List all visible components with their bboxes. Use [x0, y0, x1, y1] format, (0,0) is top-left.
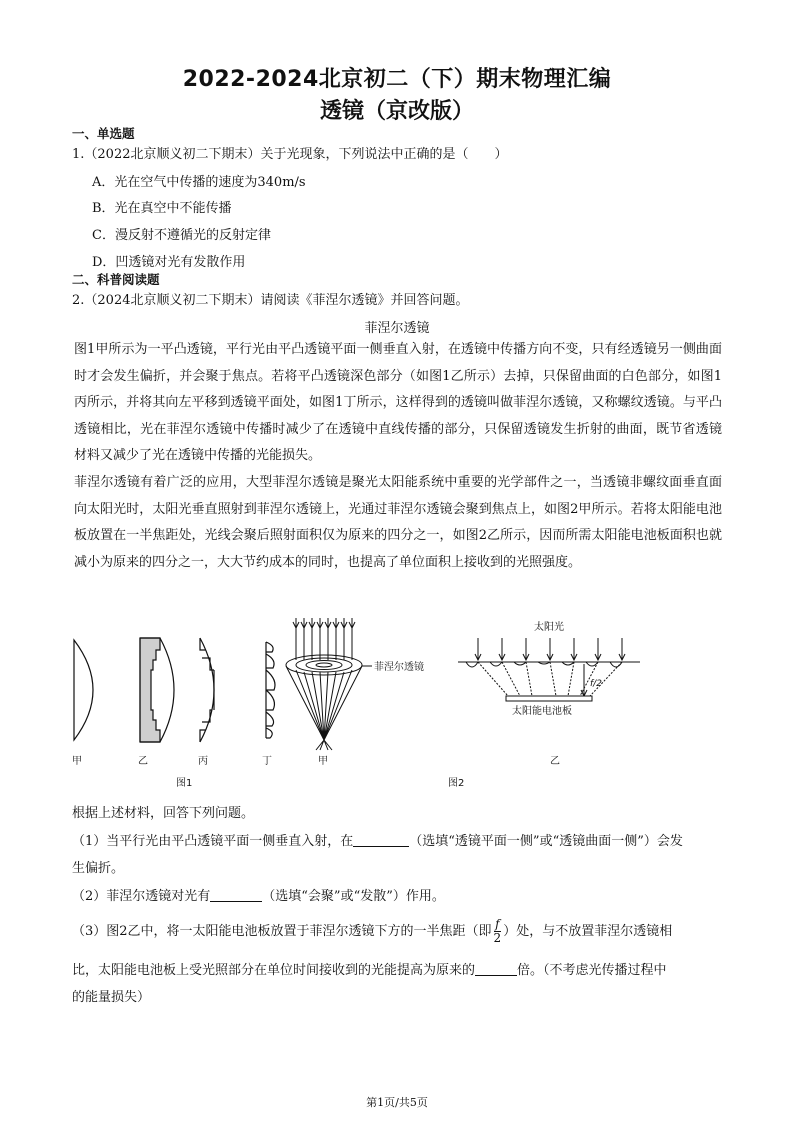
- sunlight-label: 太阳光: [534, 622, 564, 633]
- plano-convex-lens: [74, 640, 93, 740]
- article-paragraph-1: 图1甲所示为一平凸透镜，平行光由平凸透镜平面一侧垂直入射，在透镜中传播方向不变，只有经透镜另一侧曲面时才会发生偏折，并会聚于焦点。若将平凸透镜深色部分（如图1乙所示）去掉，只保留曲面的白色部分，如图1丙所示，并将其向左平移到透镜平面处，如图1丁所示，这样得到的透镜叫做菲涅尔透镜，又称螺纹透镜。与平凸透镜相比，光在菲涅尔透镜中传播时减少了在透镜中直线传播的部分，只保留透镜发生折射的曲面，既节省透镜材料又减少了光在透镜中传播的光能损失。: [74, 342, 722, 463]
- question-1-option-b: B．光在真空中不能传播: [92, 201, 232, 216]
- article-title: 菲涅尔透镜: [364, 321, 430, 336]
- article-paragraph-2: 菲涅尔透镜有着广泛的应用，大型菲涅尔透镜是聚光太阳能系统中重要的光学部件之一，当透镜非螺纹面垂直面向太阳光时，太阳光垂直照射到菲涅尔透镜上，光通过菲涅尔透镜会聚到焦点上，如图2甲所示。若将太阳能电池板放置在一半焦距处，光线会聚后照射面积仅为原来的四分之一，如图2乙所示，因而所需太阳能电池板面积也就减小为原来的四分之一，大大节约成本的同时，也提高了单位面积上接收到的光照强度。: [74, 475, 722, 570]
- fraction-numerator: f: [495, 917, 500, 931]
- sub-question-3-line: [72, 918, 672, 945]
- sub-question-2-text-a: （2）菲涅尔透镜对光有: [72, 889, 211, 904]
- f-half-label: f/2: [590, 679, 602, 689]
- curved-shells: [200, 638, 214, 742]
- sub-question-3-text-c: 比，太阳能电池板上受光照部分在单位时间接收到的光能提高为原来的: [72, 963, 476, 978]
- fig1-caption: 图1: [176, 778, 193, 789]
- page-footer: 第1页/共5页: [366, 1096, 428, 1109]
- section-heading-reading: 二、科普阅读题: [72, 272, 160, 287]
- fresnel-lens-profile: [266, 642, 275, 738]
- question-1-stem: 1.（2022北京顺义初二下期末）关于光现象，下列说法中正确的是（ ）: [72, 147, 508, 162]
- f-over-2-fraction: [494, 918, 502, 945]
- answer-blank-2[interactable]: [210, 887, 262, 902]
- questions-intro: 根据上述材料，回答下列问题。: [72, 806, 255, 821]
- fresnel-focusing-diagram: [286, 618, 372, 750]
- fig1-label-jia: 甲: [72, 756, 82, 767]
- sub-question-2-line: [72, 885, 445, 904]
- question-1-option-a: A．光在空气中传播的速度为340m/s: [92, 175, 306, 190]
- question-2-stem: 2.（2024北京顺义初二下期末）请阅读《菲涅尔透镜》并回答问题。: [72, 293, 469, 308]
- plano-convex-lens-shaded: [140, 638, 174, 742]
- page-subtitle: 透镜（京改版）: [319, 99, 474, 124]
- question-1-option-d: D．凹透镜对光有发散作用: [92, 255, 246, 270]
- sub-question-1-text-c: 生偏折。: [72, 861, 125, 876]
- answer-blank-3[interactable]: [475, 961, 517, 976]
- fig1-label-yi: 乙: [138, 756, 148, 767]
- sub-question-1-line: [72, 830, 683, 849]
- fraction-denominator: 2: [493, 931, 502, 945]
- sub-question-1-text-b: （选填“透镜平面一侧”或“透镜曲面一侧”）会发: [409, 834, 683, 849]
- fresnel-lens-label: 菲涅尔透镜: [374, 662, 424, 673]
- sub-question-3-text-a: （3）图2乙中，将一太阳能电池板放置于菲涅尔透镜下方的一半焦距（即: [72, 924, 492, 939]
- solar-panel-label: 太阳能电池板: [512, 706, 572, 717]
- fig1-label-ding: 丁: [262, 756, 272, 767]
- question-1-option-c: C．漫反射不遵循光的反射定律: [92, 228, 271, 243]
- answer-blank-1[interactable]: [353, 832, 409, 847]
- fig2-label-jia: 甲: [318, 756, 328, 767]
- solar-panel-diagram: [458, 638, 640, 701]
- fig1-label-bing: 丙: [198, 756, 208, 767]
- sub-question-2-text-b: （选填“会聚”或“发散”）作用。: [262, 889, 445, 904]
- sub-question-3-text-b: ）处，与不放置菲涅尔透镜相: [503, 924, 673, 939]
- fig2-caption: 图2: [448, 778, 465, 789]
- lens-figure: [0, 610, 794, 790]
- sub-question-3-line-2: [72, 959, 667, 978]
- fig2-label-yi: 乙: [550, 756, 560, 767]
- section-heading-single-choice: 一、单选题: [72, 126, 135, 141]
- sub-question-1-text-a: （1）当平行光由平凸透镜平面一侧垂直入射，在: [72, 834, 354, 849]
- sub-question-3-text-e: 的能量损失）: [72, 990, 151, 1005]
- page-title: 2022-2024北京初二（下）期末物理汇编: [182, 67, 612, 92]
- sub-question-3-text-d: 倍。（不考虑光传播过程中: [517, 963, 667, 978]
